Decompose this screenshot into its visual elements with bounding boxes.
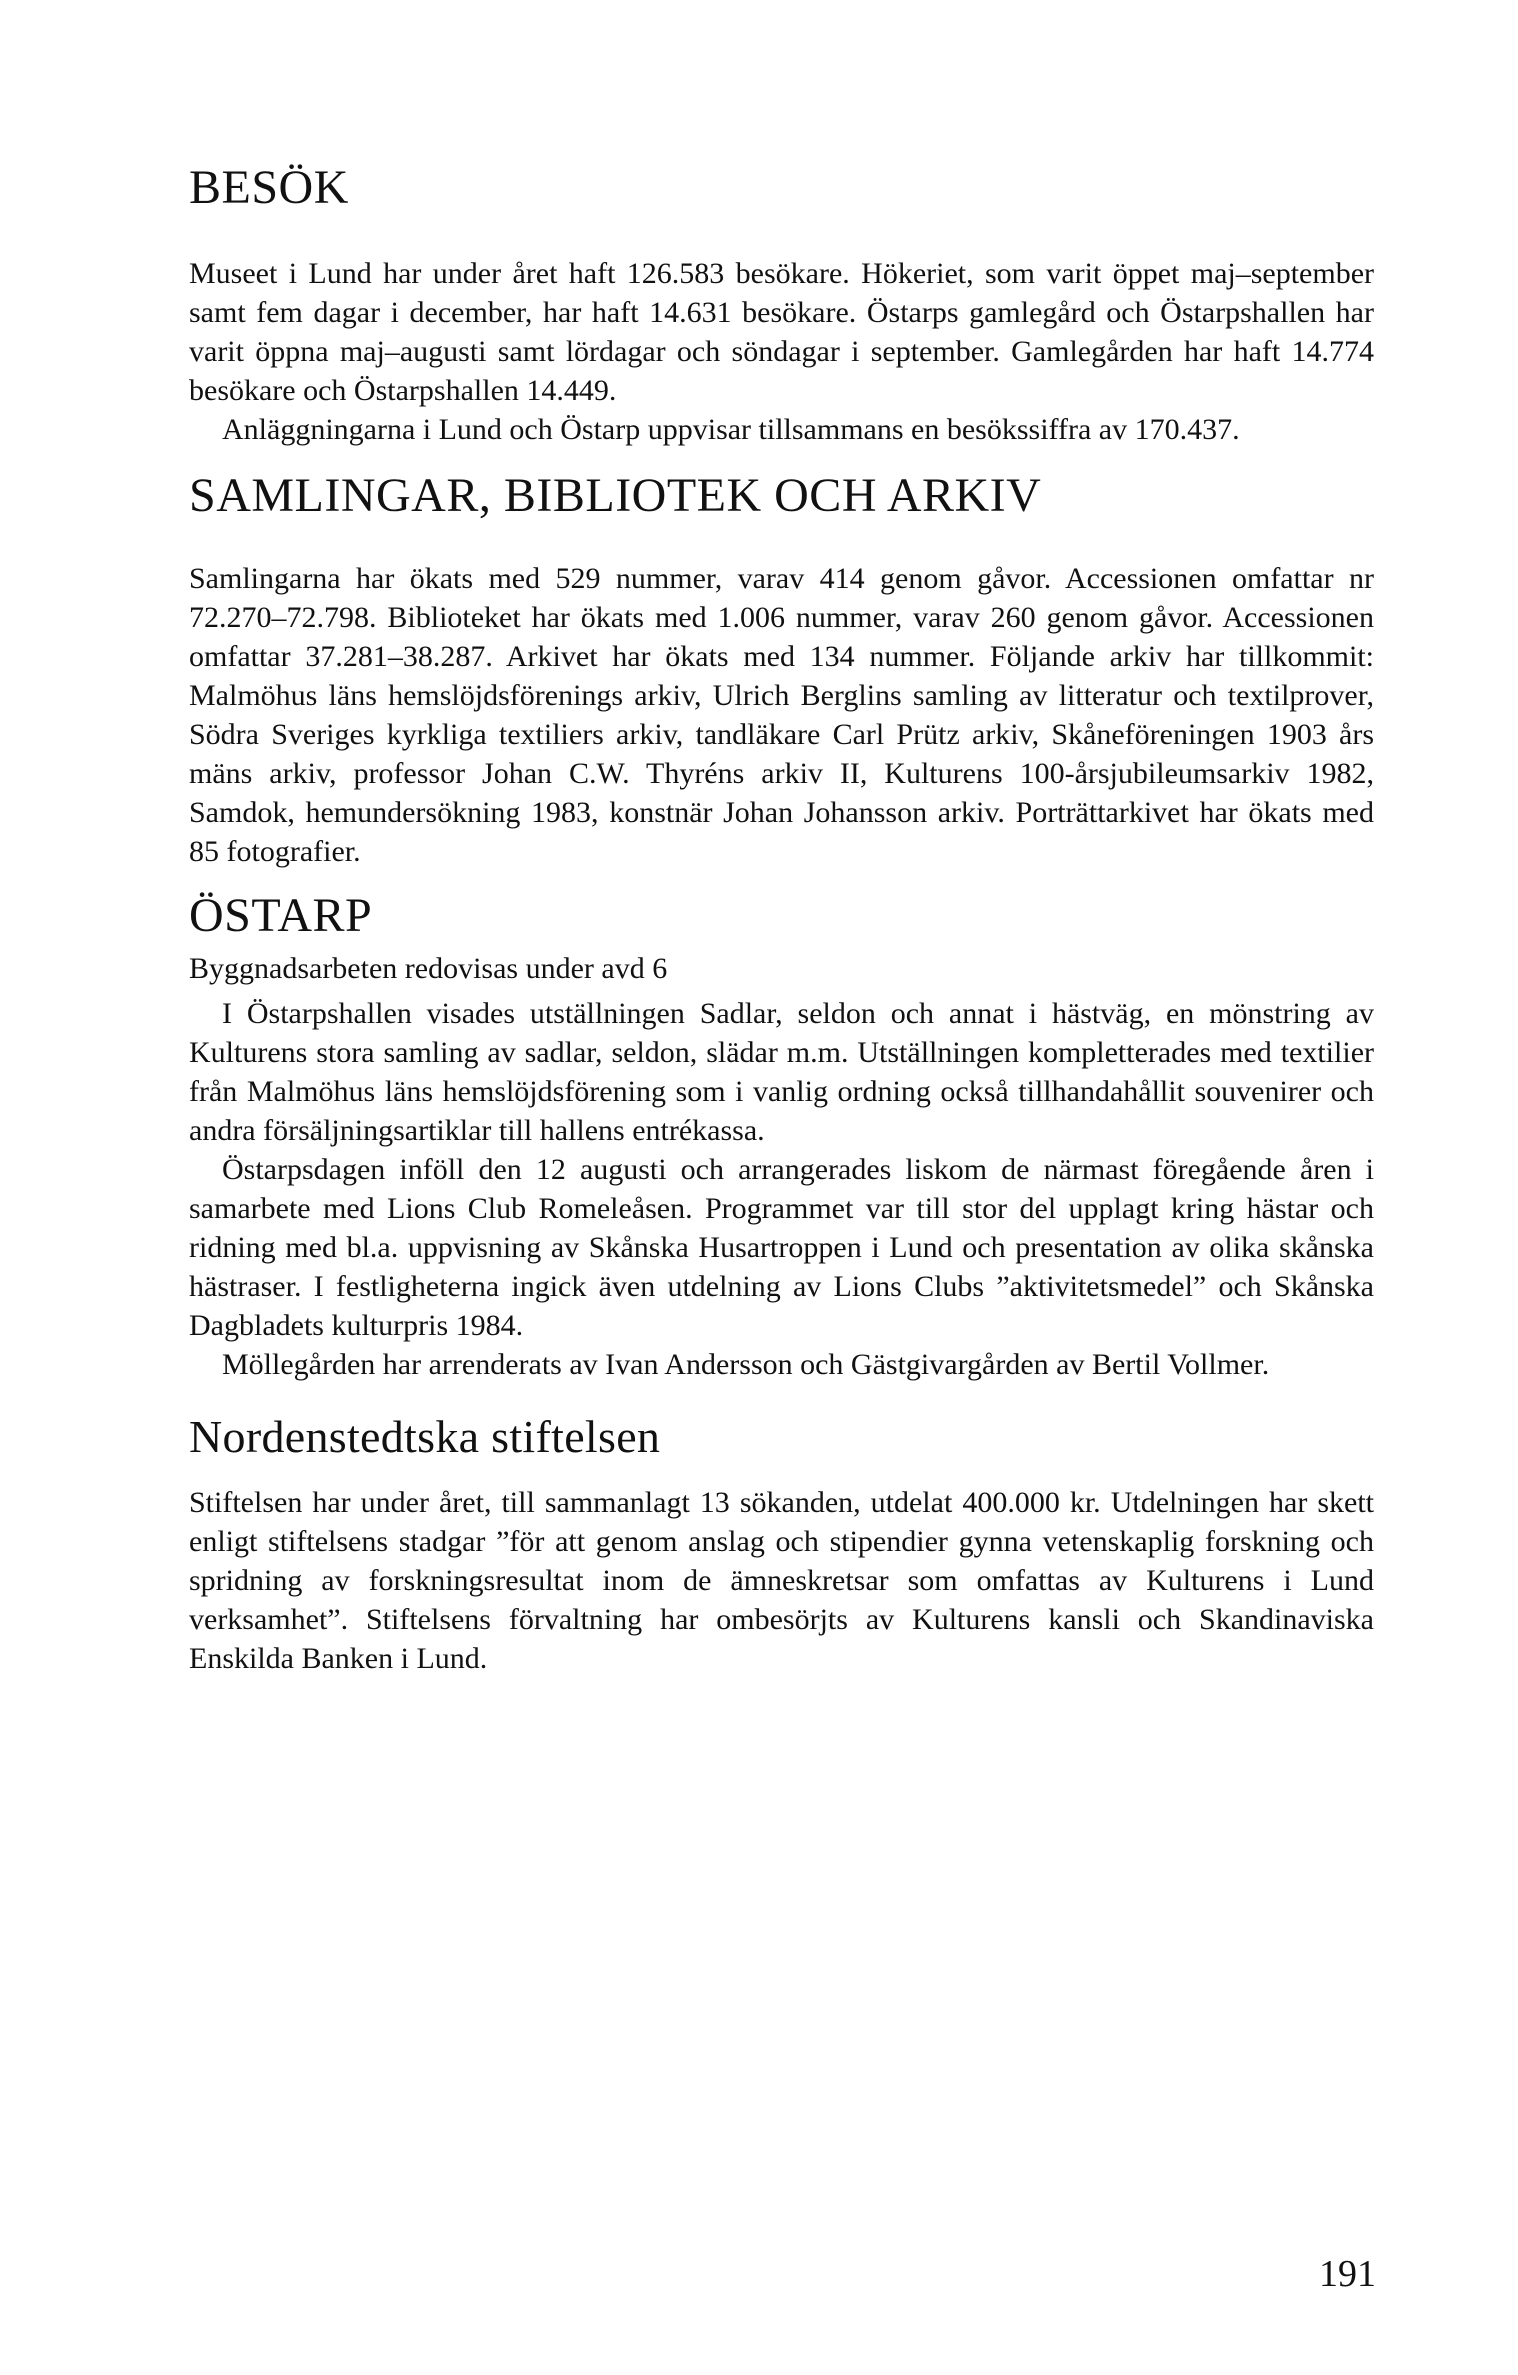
page-number: 191 <box>1319 2253 1376 2295</box>
section-samlingar <box>189 468 1374 871</box>
paragraph: Museet i Lund har under året haft 126.583 besökare. Hökeriet, som varit öppet maj–september samt fem dagar i december, har haft 14.631 besökare. Östarps gamlegård och Östarpshallen har varit öppna maj–augusti samt lördagar och söndagar i september. Gamlegården har haft 14.774 besökare och Östarpshallen 14.449. <box>189 257 1374 407</box>
paragraph: Stiftelsen har under året, till sammanlagt 13 sökanden, utdelat 400.000 kr. Utdelningen har skett enligt stiftelsens stadgar ”för att genom anslag och stipendier gynna vetenskaplig forskning och spridning av forskningsresultat inom de ämneskretsar som omfattas av Kulturens i Lund verksamhet”. Stiftelsens förvaltning har ombesörjts av Kulturens kansli och Skandinaviska Enskilda Banken i Lund. <box>189 1486 1374 1675</box>
section-heading-ostarp: ÖSTARP <box>189 889 373 942</box>
section-heading-besok: BESÖK <box>189 161 349 214</box>
section-ostarp <box>189 888 1374 1384</box>
section-heading-nordenstedtska: Nordenstedtska stiftelsen <box>189 1411 661 1462</box>
section-subline: Byggnadsarbeten redovisas under avd 6 <box>189 952 668 985</box>
section-heading-samlingar: SAMLINGAR, BIBLIOTEK OCH ARKIV <box>189 469 1042 522</box>
paragraph: Östarpsdagen inföll den 12 augusti och arrangerades liskom de närmast föregående åren i samarbete med Lions Club Romeleåsen. Programmet var till stor del upplagt kring hästar och ridning med bl.a. uppvisning av Skånska Husartroppen i Lund och presentation av olika skånska hästraser. I festligheterna ingick även utdelning av Lions Clubs ”aktivitetsmedel” och Skånska Dagbladets kulturpris 1984. <box>189 1153 1374 1342</box>
paragraph: I Östarpshallen visades utställningen Sadlar, seldon och annat i hästväg, en mönstring av Kulturens stora samling av sadlar, seldon, slädar m.m. Utställningen kompletterades med textilier från Malmöhus läns hemslöjdsförening som i vanlig ordning också tillhandahållit souvenirer och andra försäljningsartiklar till hallens entrékassa. <box>189 997 1374 1147</box>
section-nordenstedtska <box>189 1409 1374 1678</box>
paragraph: Möllegården har arrenderats av Ivan Andersson och Gästgivargården av Bertil Vollmer. <box>222 1348 1270 1381</box>
paragraph: Anläggningarna i Lund och Östarp uppvisar tillsammans en besökssiffra av 170.437. <box>222 413 1240 446</box>
section-besok <box>189 160 1374 449</box>
paragraph: Samlingarna har ökats med 529 nummer, varav 414 genom gåvor. Accessionen omfattar nr 72.270–72.798. Biblioteket har ökats med 1.006 nummer, varav 260 genom gåvor. Accessionen omfattar 37.281–38.287. Arkivet har ökats med 134 nummer. Följande arkiv har tillkommit: Malmöhus läns hemslöjdsförenings arkiv, Ulrich Berglins samling av litteratur och textilprover, Södra Sveriges kyrkliga textiliers arkiv, tandläkare Carl Prütz arkiv, Skåneföreningen 1903 års mäns arkiv, professor Johan C.W. Thyréns arkiv II, Kulturens 100-årsjubileumsarkiv 1982, Samdok, hemundersökning 1983, konstnär Johan Johansson arkiv. Porträttarkivet har ökats med 85 fotografier. <box>189 562 1374 868</box>
